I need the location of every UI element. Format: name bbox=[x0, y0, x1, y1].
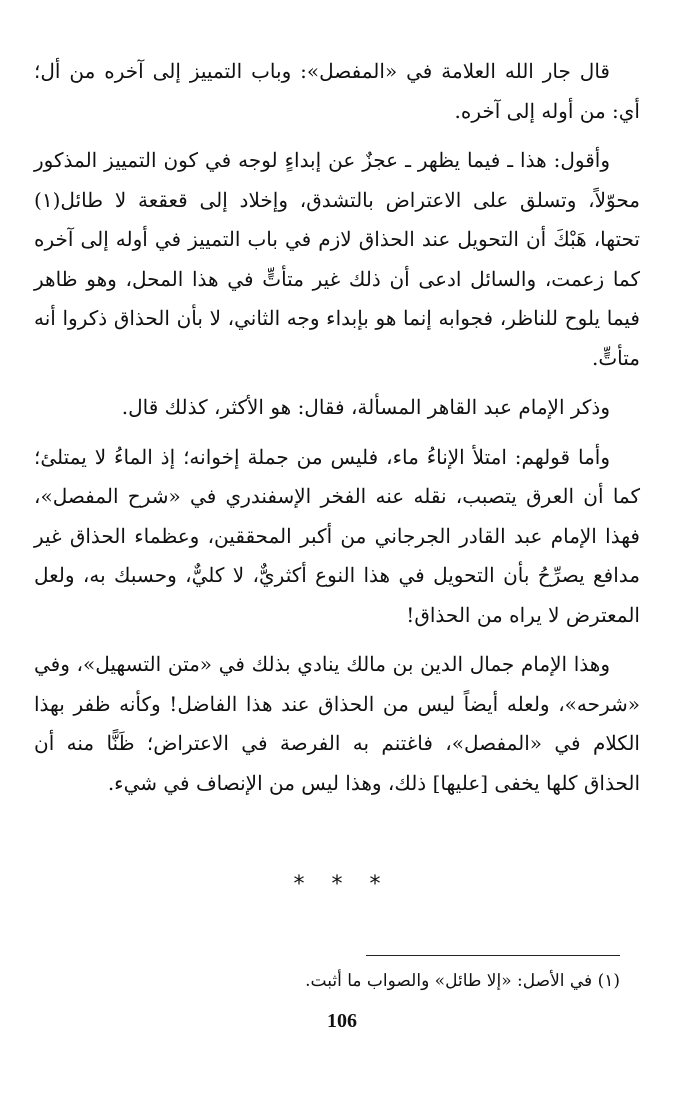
page-number: 106 bbox=[327, 1010, 357, 1032]
paragraph-5: وهذا الإمام جمال الدين بن مالك ينادي بذلك في «متن التسهيل»، وفي «شرحه»، ولعله أيضاً ليس من الحذاق عند هذا الفاضل! وكأنه ظفر بهذا الكلام في «المفصل»، فاغتنم به الفرصة في الاعتراض؛ ظَنًّا منه أن الحذاق كلها يخفى [عليها] ذلك، وهذا ليس من الإنصاف في شيء. bbox=[34, 652, 640, 795]
paragraph-3: وذكر الإمام عبد القاهر المسألة، فقال: هو الأكثر، كذلك قال. bbox=[121, 395, 610, 419]
paragraph-4: وأما قولهم: امتلأ الإناءُ ماء، فليس من جملة إخوانه؛ إذ الماءُ لا يمتلئ؛ كما أن العرق يتصبب، نقله عنه الفخر الإسفندري في «شرح المفصل»، فهذا الإمام عبد القادر الجرجاني من أكبر المحققين، وعظماء الحذاق غير مدافع يصرِّحُ بأن التحويل في هذا النوع أكثريٌّ، لا كليٌّ، وحسبك به، ولعل المعترض لا يراه من الحذاق! bbox=[34, 444, 640, 627]
footnote-divider bbox=[366, 955, 620, 956]
main-text bbox=[34, 52, 640, 803]
footnote: (١) في الأصل: «إلا طائل» والصواب ما أثبت. bbox=[305, 971, 620, 991]
paragraph-2: وأقول: هذا ـ فيما يظهر ـ عجزٌ عن إبداءٍ لوجه في كون التمييز المذكور محوّلاً، وتسلق على الاعتراض بالتشدق، وإخلاد إلى قعقعة لا طائل(١) تحتها، هَبْكَ أن التحويل عند الحذاق لازم في باب التمييز في أوله إلى آخره كما زعمت، والسائل ادعى أن ذلك غير متأتٍّ في هذا المحل، وهو ظاهر فيما يلوح للناظر، فجوابه إنما هو بإبداء وجه الثاني، لا بأن الحذاق ذكروا أنه متأتٍّ. bbox=[34, 148, 640, 370]
paragraph-1: قال جار الله العلامة في «المفصل»: وباب التمييز إلى آخره من أل؛ أي: من أوله إلى آخره. bbox=[34, 59, 640, 123]
section-separator: * * * bbox=[293, 872, 391, 897]
